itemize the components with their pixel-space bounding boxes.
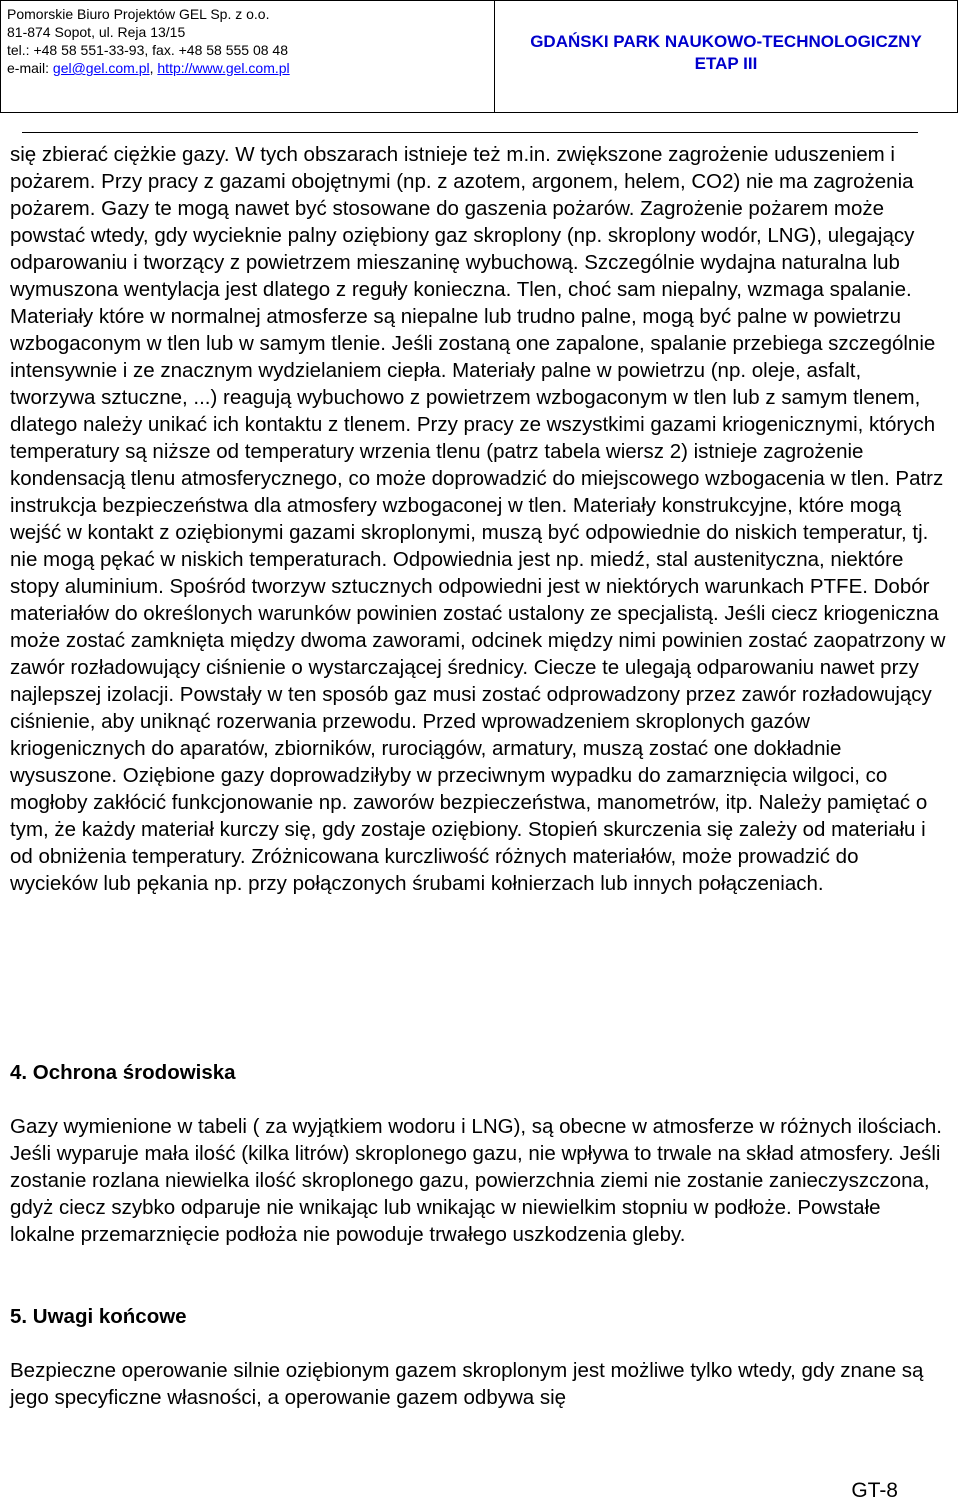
contact-separator: , [149, 60, 158, 76]
website-link[interactable]: http://www.gel.com.pl [157, 60, 290, 76]
project-stage: ETAP III [694, 53, 758, 73]
paragraph-text: Gazy wymienione w tabeli ( za wyjątkiem wodoru i LNG), są obecne w atmosferze w różnych ilościach. Jeśli wyparuje mała ilość (kilka litrów) skroplonego gazu, nie wpływa to trwale na skład atmosfery. Jeśli zostanie rozlana niewielka ilość skroplonego gazu, powierzchnia ziemi nie zostanie zanieczyszczona, gdyż ciecz szybko odparuje nie wnikając lub wnikając w niewielkim stopniu w podłoże. Powstałe lokalne przemarznięcie podłoża nie powoduje trwałego uszkodzenia gleby. [10, 1115, 942, 1246]
company-address: 81-874 Sopot, ul. Reja 13/15 [7, 24, 186, 40]
email-prefix: e-mail: [7, 60, 53, 76]
project-title: GDAŃSKI PARK NAUKOWO-TECHNOLOGICZNY [530, 31, 922, 51]
company-info [1, 1, 495, 112]
header-divider [22, 132, 918, 133]
company-contact [7, 59, 494, 77]
paragraph-text: się zbierać ciężkie gazy. W tych obszarach istnieje też m.in. zwiększone zagrożenie uduszeniem i pożarem. Przy pracy z gazami obojętnymi (np. z azotem, argonem, helem, CO2) nie ma zagrożenia pożarem. Gazy te mogą nawet być stosowane do gaszenia pożarów. Zagrożenie pożarem może powstać wtedy, gdy wycieknie palny oziębiony gaz skroplony (np. skroplony wodór, LNG), ulegający odparowaniu i tworzący z powietrzem mieszaninę wybuchową. Szczególnie wydajna naturalna lub wymuszona wentylacja jest dlatego z reguły konieczna. Tlen, choć sam niepalny, wzmaga spalanie. Materiały które w normalnej atmosferze są niepalne lub trudno palne, mogą być palne w powietrzu wzbogaconym w tlen lub w samym tlenie. Jeśli zostaną one zapalone, spalanie przebiega szczególnie intensywnie i ze znacznym wydzielaniem ciepła. Materiały palne w powietrzu (np. oleje, asfalt, tworzywa sztuczne, ...) reagują wybuchowo z powietrzem wzbogaconym w tlen lub z samym tlenem, dlatego należy unikać ich kontaktu z tlenem. Przy pracy ze wszystkimi gazami kriogenicznymi, których temperatury są niższe od temperatury wrzenia tlenu (patrz tabela wiersz 2) istnieje zagrożenie kondensacją tlenu atmosferycznego, co może doprowadzić do miejscowego wzbogacenia w tlen. Patrz instrukcja bezpieczeństwa dla atmosfery wzbogaconej w tlen. Materiały konstrukcyjne, które mogą wejść w kontakt z oziębionymi gazami skroplonymi, muszą być odpowiednie do niskich temperatur, tj. nie mogą pękać w niskich temperaturach. Odpowiednia jest np. miedź, stal austenityczna, niektóre stopy aluminium. Spośród tworzyw sztucznych odpowiedni jest w niektórych warunkach PTFE. Dobór materiałów do określonych warunków powinien zostać ustalony ze specjalistą. Jeśli ciecz kriogeniczna może zostać zamknięta między dwoma zaworami, odcinek między nimi powinien zostać zaopatrzony w zawór rozładowujący ciśnienie o wystarczającej średnicy. Ciecze te ulegają odparowaniu nawet przy najlepszej izolacji. Powstały w ten sposób gaz musi zostać odprowadzony przez zawór rozładowujący ciśnienie, aby uniknąć rozerwania przewodu. Przed wprowadzeniem skroplonych gazów kriogenicznych do aparatów, zbiorników, rurociągów, armatury, muszą zostać one dokładnie wysuszone. Oziębione gazy doprowadziłyby w przeciwnym wypadku do zamarznięcia wilgoci, co mogłoby zakłócić funkcjonowanie np. zaworów bezpieczeństwa, manometrów, itp. Należy pamiętać o tym, że każdy materiał kurczy się, gdy zostaje oziębiony. Stopień skurczenia się zależy od materiału i od obniżenia temperatury. Zróżnicowana kurczliwość różnych materiałów, może prowadzić do wycieków lub pękania np. przy połączonych śrubami kołnierzach lub innych połączeniach. [10, 143, 946, 895]
section-4-paragraph [10, 1113, 950, 1248]
main-paragraph [10, 141, 950, 897]
company-name: Pomorskie Biuro Projektów GEL Sp. z o.o. [7, 6, 270, 22]
email-link[interactable]: gel@gel.com.pl [52, 60, 150, 76]
paragraph-text: Bezpieczne operowanie silnie oziębionym gazem skroplonym jest możliwe tylko wtedy, gdy znane są jego specyficzne własności, a operowanie gazem odbywa się [10, 1359, 924, 1409]
company-phone: tel.: +48 58 551-33-93, fax. +48 58 555 08 48 [7, 42, 288, 58]
section-5-heading: 5. Uwagi końcowe [10, 1305, 187, 1328]
section-5-paragraph [10, 1357, 950, 1411]
page-code: GT-8 [851, 1479, 898, 1502]
document-header [0, 0, 958, 113]
project-info [495, 1, 957, 112]
section-4-heading: 4. Ochrona środowiska [10, 1061, 236, 1084]
